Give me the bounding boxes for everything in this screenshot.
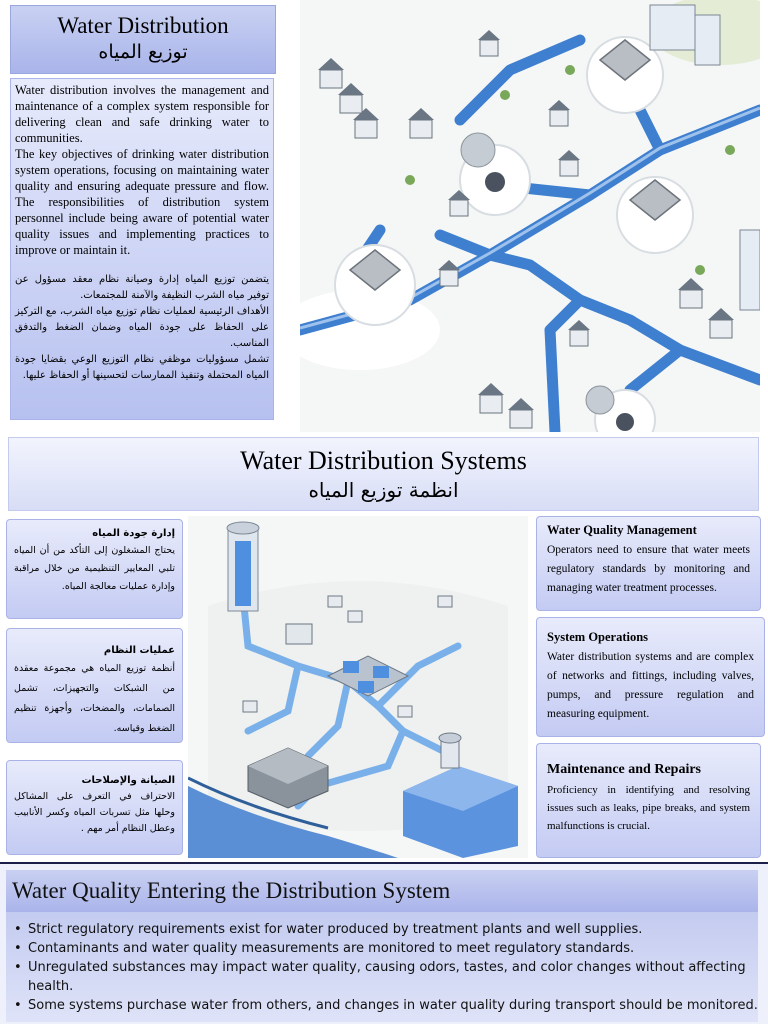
- systems-title-box: [8, 437, 759, 511]
- top-title-box: [10, 5, 276, 74]
- top-title-ar: توزيع المياه: [98, 41, 188, 63]
- card-en-head: System Operations: [547, 630, 649, 644]
- card-ar-body: الاحتراف في التعرف على المشاكل وحلها مثل تسربات المياه وكسر الأنابيب وعطل النظام أمر مهم .: [14, 791, 175, 834]
- quality-bullet-list: [12, 920, 758, 1015]
- list-item: • Unregulated substances may impact water quality, causing odors, tastes, and color changes without affecting health.: [28, 958, 758, 996]
- intro-para-ar-1: يتضمن توزيع المياه إدارة وصيانة نظام معقد مسؤول عن توفير مياه الشرب النظيفة والآمنة للمجتمعات.: [15, 274, 269, 301]
- intro-para-en-1: Water distribution involves the management and maintenance of a complex system responsible for delivering clean and safe drinking water to communities.: [15, 83, 269, 145]
- card-ar-body: يحتاج المشغلون إلى التأكد من أن المياه تلبي المعايير التنظيمية من خلال مراقبة وإدارة عمليات معالجة المياه.: [14, 545, 175, 592]
- quality-title: Water Quality Entering the Distribution System: [12, 878, 451, 903]
- card-ar-head: عمليات النظام: [103, 645, 175, 656]
- distribution-network-illustration: [300, 0, 760, 432]
- card-en-body: Proficiency in identifying and resolving issues such as leaks, pipe breaks, and system malfunctions is crucial.: [547, 784, 750, 832]
- intro-para-en-2: The key objectives of drinking water distribution system operations, focusing on maintaining water quality and ensuring adequate pressure and flow. The responsibilities of distribution system personnel include being aware of potential water quality issues and implementing practices to improve or maintain it.: [15, 147, 269, 257]
- quality-title-band: [6, 870, 758, 912]
- systems-title-en: Water Distribution Systems: [240, 446, 527, 475]
- card-en-body: Water distribution systems and are complex of networks and fittings, including valves, pumps, and pressure regulation and measuring equipment.: [547, 651, 754, 720]
- card-ar-body: أنظمة توزيع المياه هي مجموعة معقدة من الشبكات والتجهيزات، تشمل الصمامات، والمضخات، وأجهزة تنظيم الضغط وقياسه.: [14, 663, 175, 734]
- card-ar-head: إدارة جودة المياه: [92, 528, 175, 539]
- top-title-en: Water Distribution: [57, 13, 229, 38]
- system-infrastructure-illustration: [188, 516, 528, 858]
- card-en-system-ops: [536, 617, 765, 737]
- quality-section: [0, 862, 768, 1024]
- list-item: • Contaminants and water quality measurements are monitored to meet regulatory standards.: [28, 939, 758, 958]
- list-item: • Some systems purchase water from others, and changes in water quality during transport should be monitored.: [28, 996, 758, 1015]
- card-en-water-quality: [536, 516, 761, 611]
- quality-bullets-area: [6, 912, 758, 1022]
- intro-panel: [10, 78, 274, 420]
- card-ar-system-ops: [6, 628, 183, 743]
- intro-para-ar-2: الأهداف الرئيسية لعمليات نظام توزيع مياه الشرب، مع التركيز على الحفاظ على جودة المياه وضمان الضغط والتدفق المناسب.: [15, 306, 269, 349]
- card-en-body: Operators need to ensure that water meets regulatory standards by monitoring and managing water treatment processes.: [547, 544, 750, 594]
- intro-para-ar-3: تشمل مسؤوليات موظفي نظام التوزيع الوعي بقضايا جودة المياه المحتملة وتنفيذ الممارسات لتحسينها أو الحفاظ عليها.: [15, 354, 269, 381]
- card-en-maintenance: [536, 743, 761, 858]
- card-en-head: Maintenance and Repairs: [547, 762, 701, 777]
- card-ar-head: الصيانة والإصلاحات: [81, 775, 175, 786]
- card-ar-maintenance: [6, 760, 183, 855]
- card-ar-water-quality: [6, 519, 183, 619]
- systems-title-ar: انظمة توزيع المياه: [308, 478, 459, 502]
- card-en-head: Water Quality Management: [547, 523, 697, 537]
- list-item: • Strict regulatory requirements exist for water produced by treatment plants and well supplies.: [28, 920, 758, 939]
